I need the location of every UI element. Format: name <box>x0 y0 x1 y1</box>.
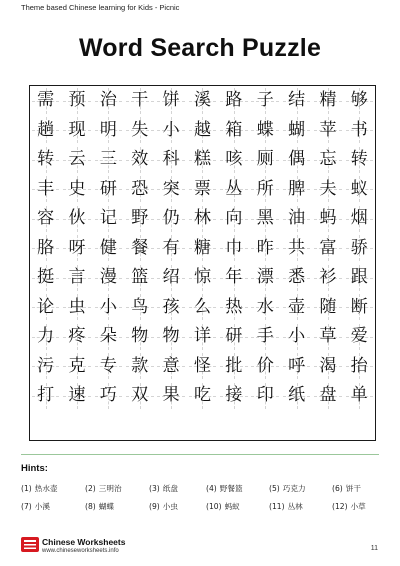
grid-character: 怪 <box>193 355 211 376</box>
grid-cell <box>312 293 343 323</box>
grid-cell <box>93 352 124 382</box>
grid-character: 物 <box>131 326 149 347</box>
grid-cell <box>187 234 218 264</box>
grid-character: 单 <box>350 385 368 406</box>
grid-character: 健 <box>99 237 117 258</box>
hints-list <box>21 483 381 512</box>
grid-cell <box>124 352 155 382</box>
hint-item <box>149 501 206 512</box>
grid-character: 小 <box>99 296 117 317</box>
grid-cell <box>187 86 218 116</box>
page-title: Word Search Puzzle <box>78 34 322 62</box>
hint-word: 丛林 <box>287 502 303 511</box>
grid-character: 忘 <box>319 149 337 170</box>
grid-cell <box>312 145 343 175</box>
grid-cell <box>124 175 155 205</box>
grid-character: 容 <box>37 208 55 229</box>
grid-character: 饼 <box>162 90 180 111</box>
grid-character: 够 <box>350 90 368 111</box>
grid-cell <box>155 234 186 264</box>
grid-character: 箱 <box>225 119 243 140</box>
grid-character: 研 <box>225 326 243 347</box>
grid-character: 朵 <box>99 326 117 347</box>
grid-character: 研 <box>99 178 117 199</box>
grid-cell <box>312 322 343 352</box>
grid-character: 云 <box>68 149 86 170</box>
grid-cell <box>218 381 249 411</box>
footer-url: www.chineseworksheets.info <box>42 548 119 554</box>
hints-divider <box>21 454 379 455</box>
grid-cell <box>187 263 218 293</box>
grid-cell <box>281 352 312 382</box>
grid-character: 昨 <box>256 237 274 258</box>
grid-cell <box>344 234 375 264</box>
grid-character: 丰 <box>37 178 55 199</box>
grid-character: 么 <box>193 296 211 317</box>
grid-cell <box>312 263 343 293</box>
grid-cell <box>124 322 155 352</box>
grid-cell <box>312 352 343 382</box>
grid-character: 林 <box>193 208 211 229</box>
grid-cell <box>250 204 281 234</box>
grid-character: 印 <box>256 385 274 406</box>
grid-character: 壶 <box>288 296 306 317</box>
grid-character: 野 <box>131 208 149 229</box>
grid-character: 现 <box>68 119 86 140</box>
grid-cell <box>155 263 186 293</box>
grid-character: 脾 <box>288 178 306 199</box>
grid-cell <box>187 204 218 234</box>
grid-character: 蚂 <box>319 208 337 229</box>
hint-number: (11) <box>269 502 285 511</box>
grid-character: 速 <box>68 385 86 406</box>
grid-cell <box>344 322 375 352</box>
grid-character: 精 <box>319 90 337 111</box>
grid-character: 蝴 <box>288 119 306 140</box>
grid-character: 效 <box>131 149 149 170</box>
grid-cell <box>155 381 186 411</box>
grid-character: 渴 <box>319 355 337 376</box>
hint-item <box>85 483 149 494</box>
grid-character: 共 <box>288 237 306 258</box>
hint-word: 蝴蝶 <box>98 502 114 511</box>
grid-cell <box>312 116 343 146</box>
grid-cell <box>344 175 375 205</box>
grid-character: 克 <box>68 355 86 376</box>
hint-number: (8) <box>85 502 96 511</box>
grid-cell <box>124 234 155 264</box>
hint-word: 小草 <box>350 502 366 511</box>
grid-character: 接 <box>225 385 243 406</box>
grid-character: 水 <box>256 296 274 317</box>
grid-character: 挺 <box>37 267 55 288</box>
grid-cell <box>61 175 92 205</box>
grid-cell <box>218 116 249 146</box>
grid-character: 咳 <box>225 149 243 170</box>
grid-character: 打 <box>37 385 55 406</box>
footer-brand-name: Chinese Worksheets <box>42 537 126 547</box>
grid-cell <box>30 293 61 323</box>
grid-character: 漫 <box>99 267 117 288</box>
grid-cell <box>218 145 249 175</box>
grid-cell <box>250 86 281 116</box>
grid-character: 三 <box>99 149 117 170</box>
grid-cell <box>187 175 218 205</box>
grid-character: 双 <box>131 385 149 406</box>
grid-character: 恐 <box>131 178 149 199</box>
hint-item <box>21 501 85 512</box>
grid-character: 科 <box>162 149 180 170</box>
grid-character: 爱 <box>350 326 368 347</box>
grid-character: 趟 <box>37 119 55 140</box>
grid-cell <box>312 204 343 234</box>
grid-character: 草 <box>319 326 337 347</box>
grid-character: 污 <box>37 355 55 376</box>
grid-cell <box>61 145 92 175</box>
grid-character: 批 <box>225 355 243 376</box>
grid-cell <box>30 175 61 205</box>
grid-cell <box>93 293 124 323</box>
hint-number: (7) <box>21 502 32 511</box>
grid-character: 鸟 <box>131 296 149 317</box>
grid-cell <box>344 293 375 323</box>
grid-character: 篮 <box>131 267 149 288</box>
page-header: Theme based Chinese learning for Kids - Picnic <box>21 3 180 12</box>
grid-character: 吃 <box>193 385 211 406</box>
grid-cell <box>124 263 155 293</box>
grid-character: 票 <box>193 178 211 199</box>
grid-character: 偶 <box>288 149 306 170</box>
grid-character: 小 <box>288 326 306 347</box>
grid-cell <box>281 86 312 116</box>
hint-word: 饼干 <box>345 484 361 493</box>
grid-character: 随 <box>319 296 337 317</box>
grid-cell <box>281 234 312 264</box>
grid-character: 书 <box>350 119 368 140</box>
grid-character: 记 <box>99 208 117 229</box>
grid-cell <box>30 204 61 234</box>
grid-cell <box>61 116 92 146</box>
grid-character: 史 <box>68 178 86 199</box>
grid-cell <box>155 116 186 146</box>
grid-character: 转 <box>350 149 368 170</box>
grid-cell <box>124 204 155 234</box>
grid-character: 预 <box>68 90 86 111</box>
grid-cell <box>61 86 92 116</box>
grid-cell <box>30 116 61 146</box>
grid-cell <box>30 322 61 352</box>
grid-cell <box>281 263 312 293</box>
grid-character: 孩 <box>162 296 180 317</box>
grid-character: 惊 <box>193 267 211 288</box>
grid-character: 价 <box>256 355 274 376</box>
grid-cell <box>312 175 343 205</box>
grid-cell <box>30 86 61 116</box>
grid-character: 油 <box>288 208 306 229</box>
grid-character: 糖 <box>193 237 211 258</box>
grid-character: 巧 <box>99 385 117 406</box>
grid-character: 款 <box>131 355 149 376</box>
grid-cell <box>124 293 155 323</box>
grid-character: 抬 <box>350 355 368 376</box>
grid-character: 蝶 <box>256 119 274 140</box>
hint-number: (9) <box>149 502 160 511</box>
grid-character: 失 <box>131 119 149 140</box>
hint-item <box>206 501 269 512</box>
grid-character: 虫 <box>68 296 86 317</box>
grid-cell <box>124 145 155 175</box>
grid-cell <box>155 352 186 382</box>
puzzle-grid-cells <box>30 86 375 440</box>
grid-character: 衫 <box>319 267 337 288</box>
grid-cell <box>344 352 375 382</box>
grid-cell <box>187 381 218 411</box>
grid-cell <box>281 293 312 323</box>
grid-character: 疼 <box>68 326 86 347</box>
grid-character: 子 <box>256 90 274 111</box>
grid-cell <box>250 381 281 411</box>
grid-cell <box>93 175 124 205</box>
grid-character: 路 <box>225 90 243 111</box>
hint-item <box>149 483 206 494</box>
grid-cell <box>218 204 249 234</box>
grid-cell <box>218 234 249 264</box>
grid-cell <box>218 352 249 382</box>
grid-cell <box>187 352 218 382</box>
grid-character: 伙 <box>68 208 86 229</box>
hint-word: 野餐篮 <box>219 484 243 493</box>
grid-cell <box>218 175 249 205</box>
grid-cell <box>61 352 92 382</box>
grid-cell <box>250 145 281 175</box>
grid-cell <box>187 322 218 352</box>
puzzle-grid <box>29 85 376 441</box>
grid-cell <box>93 234 124 264</box>
grid-cell <box>187 116 218 146</box>
grid-cell <box>281 145 312 175</box>
hint-word: 热水壶 <box>34 484 58 493</box>
grid-cell <box>344 263 375 293</box>
grid-cell <box>250 234 281 264</box>
grid-character: 越 <box>193 119 211 140</box>
hint-item <box>269 483 332 494</box>
hint-number: (1) <box>21 484 32 493</box>
grid-character: 详 <box>193 326 211 347</box>
grid-cell <box>93 204 124 234</box>
hint-item <box>332 483 382 494</box>
grid-character: 呼 <box>288 355 306 376</box>
grid-cell <box>155 145 186 175</box>
grid-character: 所 <box>256 178 274 199</box>
grid-cell <box>155 322 186 352</box>
grid-character: 有 <box>162 237 180 258</box>
hint-item <box>206 483 269 494</box>
hint-number: (2) <box>85 484 96 493</box>
grid-character: 治 <box>99 90 117 111</box>
grid-cell <box>30 381 61 411</box>
grid-character: 结 <box>288 90 306 111</box>
grid-cell <box>218 86 249 116</box>
grid-character: 纸 <box>288 385 306 406</box>
grid-cell <box>344 204 375 234</box>
chinese-worksheets-logo <box>21 537 39 552</box>
grid-cell <box>250 175 281 205</box>
hint-number: (12) <box>332 502 348 511</box>
grid-cell <box>61 263 92 293</box>
grid-cell <box>155 293 186 323</box>
hint-number: (6) <box>332 484 343 493</box>
grid-cell <box>124 381 155 411</box>
grid-cell <box>281 204 312 234</box>
grid-character: 仍 <box>162 208 180 229</box>
grid-cell <box>250 263 281 293</box>
grid-character: 意 <box>162 355 180 376</box>
grid-cell <box>312 234 343 264</box>
hint-number: (10) <box>206 502 222 511</box>
grid-character: 胳 <box>37 237 55 258</box>
grid-cell <box>218 263 249 293</box>
hint-number: (4) <box>206 484 217 493</box>
grid-character: 黑 <box>256 208 274 229</box>
grid-character: 蚁 <box>350 178 368 199</box>
grid-character: 富 <box>319 237 337 258</box>
grid-character: 巾 <box>225 237 243 258</box>
grid-cell <box>93 145 124 175</box>
grid-cell <box>93 116 124 146</box>
grid-character: 漂 <box>256 267 274 288</box>
hints-title: Hints: <box>21 463 48 474</box>
grid-character: 言 <box>68 267 86 288</box>
grid-cell <box>281 322 312 352</box>
grid-cell <box>218 293 249 323</box>
grid-cell <box>30 145 61 175</box>
hint-item <box>332 501 382 512</box>
grid-cell <box>312 86 343 116</box>
grid-character: 丛 <box>225 178 243 199</box>
grid-cell <box>61 204 92 234</box>
grid-cell <box>124 86 155 116</box>
grid-cell <box>250 352 281 382</box>
hint-word: 巧克力 <box>282 484 306 493</box>
grid-cell <box>30 234 61 264</box>
hint-number: (5) <box>269 484 280 493</box>
grid-character: 明 <box>99 119 117 140</box>
grid-cell <box>93 322 124 352</box>
grid-character: 手 <box>256 326 274 347</box>
grid-character: 果 <box>162 385 180 406</box>
hint-item <box>85 501 149 512</box>
grid-character: 物 <box>162 326 180 347</box>
grid-cell <box>61 322 92 352</box>
grid-character: 论 <box>37 296 55 317</box>
hint-word: 蚂蚁 <box>224 502 240 511</box>
grid-character: 盘 <box>319 385 337 406</box>
grid-cell <box>344 381 375 411</box>
grid-cell <box>61 293 92 323</box>
hint-number: (3) <box>149 484 160 493</box>
grid-character: 骄 <box>350 237 368 258</box>
grid-cell <box>281 116 312 146</box>
hint-word: 小虫 <box>162 502 178 511</box>
page-number: 11 <box>370 545 378 552</box>
grid-cell <box>155 175 186 205</box>
grid-cell <box>93 86 124 116</box>
grid-character: 呀 <box>68 237 86 258</box>
grid-character: 糕 <box>193 149 211 170</box>
grid-cell <box>30 352 61 382</box>
grid-cell <box>61 234 92 264</box>
hint-word: 三明治 <box>98 484 122 493</box>
grid-cell <box>124 116 155 146</box>
grid-character: 干 <box>131 90 149 111</box>
grid-character: 溪 <box>193 90 211 111</box>
hint-item <box>269 501 332 512</box>
grid-cell <box>281 381 312 411</box>
grid-cell <box>93 381 124 411</box>
grid-character: 悉 <box>288 267 306 288</box>
grid-cell <box>155 204 186 234</box>
grid-character: 专 <box>99 355 117 376</box>
grid-cell <box>30 263 61 293</box>
grid-character: 苹 <box>319 119 337 140</box>
grid-cell <box>218 322 249 352</box>
grid-cell <box>187 145 218 175</box>
hint-word: 小溪 <box>34 502 50 511</box>
grid-cell <box>155 86 186 116</box>
grid-cell <box>61 381 92 411</box>
grid-character: 夫 <box>319 178 337 199</box>
grid-character: 转 <box>37 149 55 170</box>
grid-character: 突 <box>162 178 180 199</box>
grid-character: 跟 <box>350 267 368 288</box>
grid-cell <box>344 145 375 175</box>
grid-character: 厕 <box>256 149 274 170</box>
grid-character: 热 <box>225 296 243 317</box>
grid-cell <box>312 381 343 411</box>
grid-character: 向 <box>225 208 243 229</box>
grid-character: 绍 <box>162 267 180 288</box>
grid-character: 断 <box>350 296 368 317</box>
grid-cell <box>344 116 375 146</box>
grid-cell <box>281 175 312 205</box>
grid-cell <box>250 322 281 352</box>
grid-cell <box>344 86 375 116</box>
grid-cell <box>250 293 281 323</box>
hint-word: 纸盘 <box>162 484 178 493</box>
grid-character: 年 <box>225 267 243 288</box>
hint-item <box>21 483 85 494</box>
grid-cell <box>187 293 218 323</box>
grid-character: 力 <box>37 326 55 347</box>
grid-character: 小 <box>162 119 180 140</box>
grid-cell <box>93 263 124 293</box>
grid-character: 需 <box>37 90 55 111</box>
grid-cell <box>250 116 281 146</box>
grid-character: 餐 <box>131 237 149 258</box>
grid-character: 烟 <box>350 208 368 229</box>
